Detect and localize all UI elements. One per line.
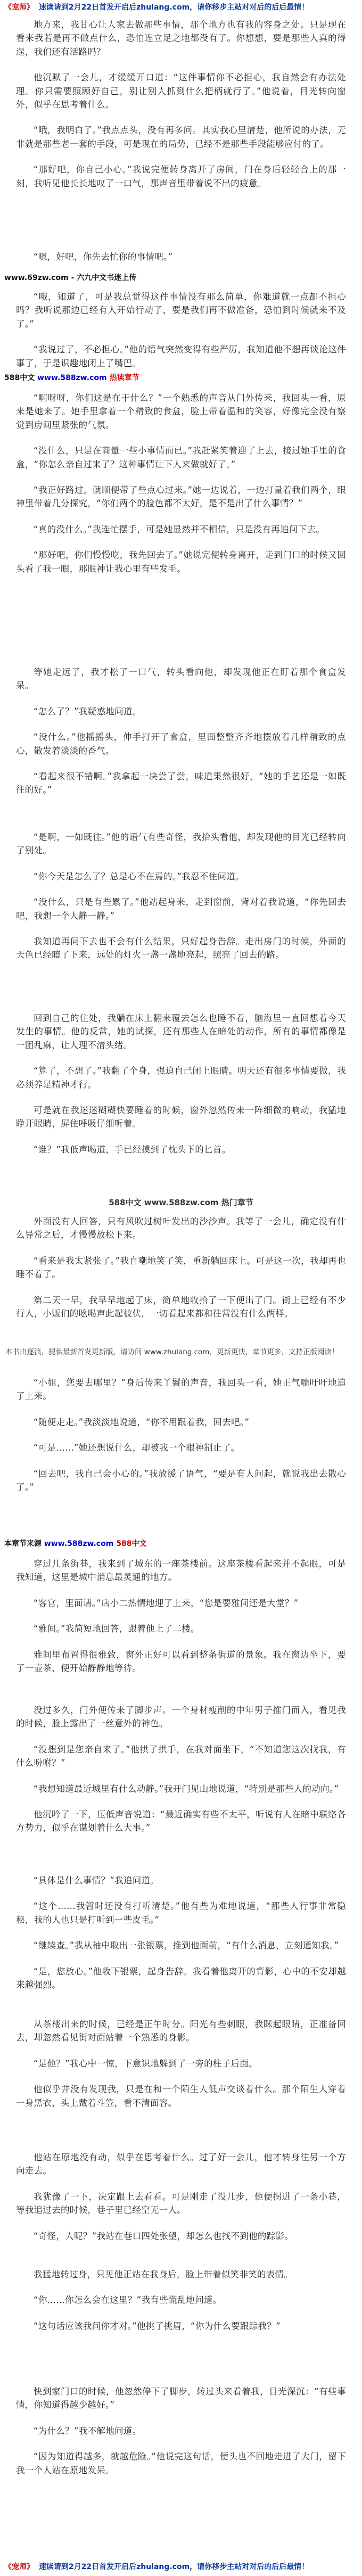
- paragraph: “哦，知道了，可是我总觉得这件事情没有那么简单，你难道就一点都不担心吗？我听说那边已经有人开始行动了，要是我们再不做准备，恐怕到时候就来不及了。”: [16, 292, 346, 329]
- section-2b: [0, 290, 362, 370]
- paragraph: “哦，我明白了。”我点点头，没有再多问。其实我心里清楚，他所说的办法，无非就是那些老一套的手段，可是现在的局势，已经不是那些手段能够应付的了。: [16, 125, 346, 149]
- header-ad-banner[interactable]: [0, 2, 362, 13]
- paragraph: 他沉吟了一下，压低声音说道：“最近确实有些不太平，听说有人在暗中联络各方势力，似乎在谋划着什么大事。”: [16, 1809, 346, 1833]
- paragraph: “没想到是您亲自来了。”他拱了拱手，在我对面坐下，“不知道您这次找我，有什么吩咐？”: [16, 1744, 346, 1768]
- paragraph: “怎么了？”我疑惑地问道。: [34, 706, 142, 717]
- paragraph: “因为知道得越多，就越危险。”他说完这句话，便头也不回地走进了大门，留下我一个人站在原地发呆。: [16, 2451, 346, 2475]
- paragraph: “嗯，好吧，你先去忙你的事情吧。”: [34, 252, 173, 262]
- paragraph: “看来是我太紧张了。”我自嘲地笑了笑，重新躺回床上。可是这一次，我却再也睡不着了。: [16, 1255, 346, 1280]
- paragraph: “算了，不想了。”我翻了个身，强迫自己闭上眼睛。明天还有很多事情要做，我必须养足精神才行。: [16, 1066, 346, 1090]
- paragraph: 他沉默了一会儿，才缓缓开口道：“这件事情你不必担心，我自然会有办法处理。你只需要照顾好自己，别让别人抓到什么把柄就行了。”他说着，目光转向窗外，似乎在思考着什么。: [16, 72, 346, 110]
- section-2: [0, 250, 362, 264]
- paragraph: 雅间里布置得很雅致，窗外正好可以看到整条街道的景象。我在窗边坐下，要了一壶茶，便开始静静地等待。: [16, 1649, 346, 1674]
- footer-ad-banner[interactable]: [0, 2562, 362, 2572]
- paragraph: 穿过几条街巷，我来到了城东的一座茶楼前。这座茶楼看起来并不起眼，可是我知道，这里是城中消息最灵通的地方。: [16, 1559, 346, 1583]
- watermark-banner: 588中文 www.588zw.com 热门章节: [109, 1198, 253, 1207]
- paragraph: 我犹豫了一下，决定跟上去看看。可是刚走了没几步，他便拐进了一条小巷，等我追过去的时候，巷子里已经空无一人。: [16, 2191, 346, 2216]
- paragraph: “我想知道最近城里有什么动静。”我开门见山地说道，“特别是那些人的动向。”: [34, 1783, 339, 1794]
- paragraph: 他似乎并没有发现我，只是在和一个陌生人低声交谈着什么。那个陌生人穿着一身黑衣，头上戴着斗笠，看不清面容。: [16, 2084, 346, 2108]
- paragraph: “雅间。”我简短地回答，跟着他上了二楼。: [34, 1624, 200, 1634]
- paragraph: “没什么，只是有些累了。”他站起身来，走到窗前，背对着我说道，“你先回去吧，我想一个人静一静。”: [16, 897, 346, 921]
- site-chapter-source-link[interactable]: www.588zw.com: [44, 1540, 114, 1548]
- paragraph: “真的没什么。”我连忙摆手，可是她显然并不相信，只是没有再追问下去。: [34, 524, 325, 534]
- header-ad-tag: 《宠师》: [4, 3, 34, 12]
- section-6: [0, 1011, 362, 1156]
- section-16: [0, 2385, 362, 2477]
- site-promo-prefix: 588中文: [4, 374, 35, 382]
- paragraph: “回去吧，我自己会小心的。”我放缓了语气，“要是有人问起，就说我出去散心了。”: [16, 1468, 346, 1493]
- site-promo-link[interactable]: www.588zw.com: [37, 374, 107, 382]
- paragraph: “你……你怎么会在这里？”我有些慌乱地问道。: [34, 2295, 222, 2306]
- paragraph: 我知道再问下去也不会有什么结果，只好起身告辞。走出房门的时候，外面的天色已经暗了下来，远处的灯火一盏一盏地亮起，照亮了回去的路。: [16, 936, 346, 960]
- paragraph: “客官，里面请。”店小二热情地迎了上来，“您是要雅间还是大堂？”: [34, 1598, 299, 1608]
- section-11: [0, 1874, 362, 1991]
- site-promo-label: 热读章节: [109, 374, 139, 382]
- section-9: [0, 1557, 362, 1675]
- paragraph: “为什么？”我不解地问道。: [34, 2425, 142, 2436]
- paragraph: 没过多久，门外便传来了脚步声。一个身材瘦削的中年男子推门而入，看见我的时候，脸上露出了一丝意外的神色。: [16, 1705, 346, 1729]
- section-3: [0, 391, 362, 575]
- paragraph: “那好吧，你们慢慢吃，我先回去了。”她说完便转身离开，走到门口的时候又回头看了我一眼，那眼神让我心里有些发毛。: [16, 550, 346, 574]
- paragraph: “奇怪，人呢？”我站在巷口四处张望，却怎么也找不到他的踪影。: [34, 2231, 294, 2241]
- paragraph: “具体是什么事情？”我追问道。: [34, 1875, 160, 1886]
- section-1: [0, 18, 362, 190]
- section-8: [0, 1376, 362, 1494]
- section-14: [0, 2268, 362, 2333]
- paragraph: “是，您放心。”他收下银票，起身告辞。我看着他离开的背影，心中的不安却越来越强烈。: [16, 1966, 346, 1990]
- source-notice-text: 本书由逐浪，提供最新首发更新版，请访问 www.zhulang.com，更新更快，章节更多，支持正版阅读！: [5, 1348, 339, 1356]
- paragraph: “小姐，您要去哪里？”身后传来丫鬟的声音，我回头一看，她正气喘吁吁地追了上来。: [16, 1378, 346, 1402]
- paragraph: “啊呀呀，你们这是在干什么？”一个熟悉的声音从门外传来，我回头一看，原来是她来了。她手里拿着一个精致的食盒，脸上带着温和的笑容，好像完全没有察觉到房间里紧张的气氛。: [16, 393, 346, 430]
- footer-ad-text[interactable]: 速读请到2月22日首发开启后zhulang.com，请你移步主站对对后的后后最情！: [38, 2563, 309, 2571]
- paragraph: “可是……”她还想说什么，却被我一个眼神制止了。: [34, 1443, 240, 1453]
- site-chapter-source-prefix: 本章节来源: [4, 1540, 42, 1548]
- paragraph: “没什么。”他摇摇头，伸手打开了食盒，里面整整齐齐地摆放着几样精致的点心，散发着淡淡的香气。: [16, 732, 346, 756]
- paragraph: 第二天一早，我早早地起了床，简单地收拾了一下便出了门。街上已经有不少行人，小贩们的吆喝声此起彼伏，一切看起来都和往常没有什么两样。: [16, 1295, 346, 1319]
- paragraph: 地方来，我甘心让人家去做那些事情，那个地方也有我的容身之处。只是现在看来我若是再不做点什么，恐怕连立足之地都没有了。你想想，要是那些人真的得逞，我们还有活路吗？: [16, 20, 346, 57]
- section-7: [0, 1215, 362, 1320]
- site-promo-line[interactable]: [0, 373, 362, 383]
- section-10: [0, 1703, 362, 1835]
- paragraph: “我正好路过，就顺便带了些点心过来。”她一边说着，一边打量着我们两个，眼神里带着几分探究，“你们两个的脸色都不太好，是不是出了什么事情？”: [16, 485, 346, 509]
- footer-ad-tag: 《宠师》: [4, 2563, 34, 2571]
- paragraph: “这个……我暂时还没有打听清楚。”他有些为难地说道，“那些人行事非常隐秘，我的人也只是打听到一些皮毛。”: [16, 1901, 346, 1925]
- paragraph: “是他？”我心中一惊，下意识地躲到了一旁的柱子后面。: [34, 2058, 258, 2069]
- paragraph: 等她走远了，我才松了一口气，转头看向他，却发现他正在盯着那个食盒发呆。: [16, 667, 346, 691]
- site-chapter-source-line[interactable]: [0, 1538, 362, 1549]
- site-source-text: www.69zw.com - 六九中文书迷上传: [4, 274, 137, 282]
- paragraph: “这句话应该我问你才对。”他挑了挑眉，“你为什么要跟踪我？”: [34, 2320, 281, 2331]
- paragraph: “没什么，只是在商量一些小事情而已。”我赶紧笑着迎了上去，接过她手里的食盒，“你怎么亲自过来了？这种事情让下人来做就好了。”: [16, 446, 346, 470]
- paragraph: “随便走走。”我淡淡地说道，“你不用跟着我，回去吧。”: [34, 1417, 250, 1427]
- paragraph: 他站在原地没有动，似乎在思考着什么。过了好一会儿，他才转身往另一个方向走去。: [16, 2152, 346, 2176]
- paragraph: “你今天是怎么了？总是心不在焉的。”我忍不住问道。: [34, 871, 244, 882]
- section-4: [0, 665, 362, 797]
- paragraph: 从茶楼出来的时候，已经是正午时分。阳光有些刺眼，我眯起眼睛，正准备回去，却忽然看见街对面站着一个熟悉的身影。: [16, 2019, 346, 2043]
- paragraph: 外面没有人回答，只有风吹过树叶发出的沙沙声。我等了一会儿，确定没有什么异常之后，才慢慢放松下来。: [16, 1216, 346, 1240]
- section-12: [0, 2018, 362, 2110]
- paragraph: “谁？”我低声喝道，手已经摸到了枕头下的匕首。: [34, 1144, 231, 1155]
- site-chapter-source-label: 588中文: [116, 1540, 147, 1548]
- section-13: [0, 2151, 362, 2243]
- paragraph: 可是就在我迷迷糊糊快要睡着的时候，窗外忽然传来一阵细微的响动，我猛地睁开眼睛，屏住呼吸仔细听着。: [16, 1105, 346, 1129]
- paragraph: 回到自己的住处，我躺在床上翻来覆去怎么也睡不着，脑海里一直回想着今天发生的事情。他的反常，她的试探，还有那些人在暗处的动作，所有的事情都像是一团乱麻，让人理不清头绪。: [16, 1013, 346, 1050]
- site-source-line: [0, 273, 362, 283]
- section-5: [0, 830, 362, 962]
- paragraph: 快到家门口的时候，他忽然停下了脚步，转过头来看着我，目光深沉：“有些事情，你知道得越少越好。”: [16, 2386, 346, 2410]
- header-ad-text[interactable]: 速读请到2月22日首发开启后zhulang.com，请你移步主站对对后的后后最情！: [38, 3, 309, 12]
- paragraph: “看起来很不错啊。”我拿起一块尝了尝，味道果然很好，“她的手艺还是一如既往的好。”: [16, 771, 346, 795]
- paragraph: “我说过了，不必担心。”他的语气突然变得有些严厉，我知道他不想再谈论这件事了，于是识趣地闭上了嘴巴。: [16, 344, 346, 368]
- paragraph: “继续查。”我从袖中取出一张银票，推到他面前，“有什么消息，立刻通知我。”: [34, 1940, 339, 1951]
- paragraph: 我猛地转过身，只见他正站在我身后，脸上带着似笑非笑的表情。: [34, 2269, 293, 2279]
- source-notice: [0, 1347, 362, 1358]
- paragraph: “是啊，一如既往。”他的语气有些奇怪，我抬头看他，却发现他的目光已经转向了别处。: [16, 832, 346, 856]
- paragraph: “那好吧，你自己小心。”我说完便转身离开了房间，门在身后轻轻合上的那一刻，我听见他长长地叹了一口气，那声音里带着说不出的疲惫。: [16, 164, 346, 188]
